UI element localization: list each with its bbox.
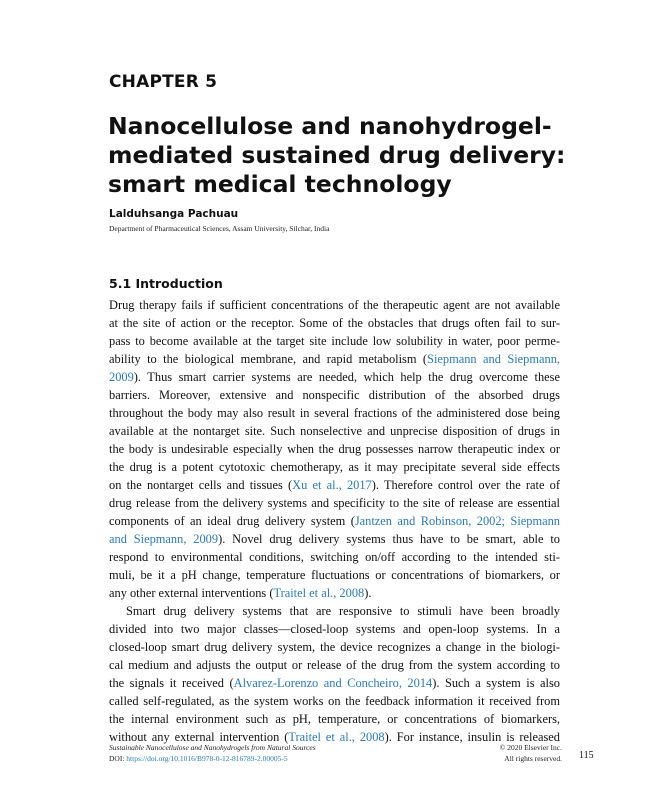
body-line bbox=[109, 602, 560, 620]
chapter-label: CHAPTER 5 bbox=[109, 72, 218, 92]
body-line bbox=[109, 458, 560, 476]
citation-link[interactable]: Xu et al., 2017 bbox=[292, 478, 372, 492]
body-text-run: Smart drug delivery systems that are responsive to stimuli have been broadly bbox=[126, 604, 560, 618]
copyright-text: © 2020 Elsevier Inc. bbox=[499, 743, 562, 752]
chapter-title-line: mediated sustained drug delivery: bbox=[108, 141, 566, 169]
doi-line bbox=[109, 753, 316, 764]
body-line bbox=[109, 530, 560, 548]
body-line bbox=[109, 386, 560, 404]
body-text-run: ). bbox=[364, 586, 372, 600]
body-line bbox=[109, 440, 560, 458]
page-number: 115 bbox=[579, 750, 594, 761]
chapter-title-line: Nanocellulose and nanohydrogel- bbox=[108, 112, 552, 140]
body-line bbox=[109, 476, 560, 494]
body-line bbox=[109, 512, 560, 530]
doi-link[interactable]: https://doi.org/10.1016/B978-0-12-816789-2.00005-5 bbox=[126, 754, 288, 763]
body-text-run: available at the nontarget site. Such nonselective and unprecise disposition of drugs in bbox=[109, 424, 560, 438]
citation-link[interactable]: Traitel et al., 2008 bbox=[273, 586, 365, 600]
body-text bbox=[109, 296, 560, 746]
body-text-run: muli, be it a pH change, temperature fluctuations or concentrations of biomarkers, or bbox=[109, 568, 560, 582]
author-name: Lalduhsanga Pachuau bbox=[109, 208, 239, 220]
body-line bbox=[109, 638, 560, 656]
body-text-run: Drug therapy fails if sufficient concentrations of the therapeutic agent are not available bbox=[109, 298, 560, 312]
body-text-run: barriers. Moreover, extensive and nonspecific distribution of the absorbed drugs bbox=[109, 388, 560, 402]
body-text-run: the body is undesirable especially when the drug possesses narrow therapeutic index or bbox=[109, 442, 560, 456]
body-line bbox=[109, 404, 560, 422]
body-text-run: ability to the biological membrane, and rapid metabolism ( bbox=[109, 352, 428, 366]
body-line bbox=[109, 620, 560, 638]
body-line bbox=[109, 656, 560, 674]
author-affiliation: Department of Pharmaceutical Sciences, Assam University, Silchar, India bbox=[109, 224, 330, 233]
body-line bbox=[109, 332, 560, 350]
citation-link[interactable]: 2009 bbox=[109, 370, 134, 384]
body-line bbox=[109, 314, 560, 332]
section-heading: 5.1 Introduction bbox=[109, 276, 223, 291]
footer-copyright bbox=[480, 742, 562, 764]
body-text-run: called self-regulated, as the system works on the feedback information it received from bbox=[109, 694, 560, 708]
body-line bbox=[109, 710, 560, 728]
body-line bbox=[109, 692, 560, 710]
citation-link[interactable]: Jantzen and Robinson, 2002; Siepmann bbox=[354, 514, 560, 528]
body-text-run: ). Such a system is also bbox=[432, 676, 560, 690]
body-text-run: the internal environment such as pH, temperature, or concentrations of biomarkers, bbox=[109, 712, 560, 726]
body-text-run: ). For instance, insulin is released bbox=[384, 730, 560, 744]
body-line bbox=[109, 296, 560, 314]
body-text-run: ). Therefore control over the rate of bbox=[371, 478, 560, 492]
body-text-run: at the site of action or the receptor. Some of the obstacles that drugs often fail to sur- bbox=[109, 316, 560, 330]
body-text-run: divided into two major classes—closed-loop systems and open-loop systems. In a bbox=[109, 622, 560, 636]
citation-link[interactable]: and Siepmann, 2009 bbox=[109, 532, 219, 546]
footer-source bbox=[109, 742, 316, 764]
body-text-run: the signals it received ( bbox=[109, 676, 234, 690]
citation-link[interactable]: Alvarez-Lorenzo and Concheiro, 2014 bbox=[233, 676, 433, 690]
body-line bbox=[109, 422, 560, 440]
body-text-run: cal medium and adjusts the output or release of the drug from the system according to bbox=[109, 658, 560, 672]
chapter-title-line: smart medical technology bbox=[108, 170, 452, 198]
body-text-run: pass to become available at the target site include low solubility in water, poor perme- bbox=[109, 334, 560, 348]
body-text-run: the drug is a potent cytotoxic chemotherapy, as it may precipitate several side effects bbox=[109, 460, 560, 474]
citation-link[interactable]: Traitel et al., 2008 bbox=[288, 730, 385, 744]
body-line bbox=[109, 674, 560, 692]
body-text-run: drug release from the delivery systems and specificity to the site of release are essential bbox=[109, 496, 560, 510]
chapter-title bbox=[108, 112, 568, 199]
body-text-run: without any external intervention ( bbox=[109, 730, 289, 744]
body-line bbox=[109, 584, 560, 602]
body-text-run: closed-loop smart drug delivery system, the device recognizes a change in the biologi- bbox=[109, 640, 560, 654]
citation-link[interactable]: Siepmann and Siepmann, bbox=[427, 352, 560, 366]
body-text-run: components of an ideal drug delivery system ( bbox=[109, 514, 355, 528]
body-text-run: ). Thus smart carrier systems are needed, which help the drug overcome these bbox=[133, 370, 560, 384]
body-text-run: any other external interventions ( bbox=[109, 586, 274, 600]
body-text-run: on the nontarget cells and tissues ( bbox=[109, 478, 293, 492]
body-line bbox=[109, 494, 560, 512]
rights-text: All rights reserved. bbox=[504, 754, 562, 763]
body-text-run: ). Novel drug delivery systems thus have to be smart, able to bbox=[218, 532, 560, 546]
body-line bbox=[109, 566, 560, 584]
body-text-run: throughout the body may also result in several fractions of the administered dose being bbox=[109, 406, 560, 420]
body-line bbox=[109, 548, 560, 566]
body-line bbox=[109, 350, 560, 368]
body-text-run: respond to environmental conditions, switching on/off according to the intended sti- bbox=[109, 550, 560, 564]
doi-label: DOI: bbox=[109, 754, 127, 763]
body-line bbox=[109, 368, 560, 386]
book-title: Sustainable Nanocellulose and Nanohydrogels from Natural Sources bbox=[109, 743, 316, 752]
